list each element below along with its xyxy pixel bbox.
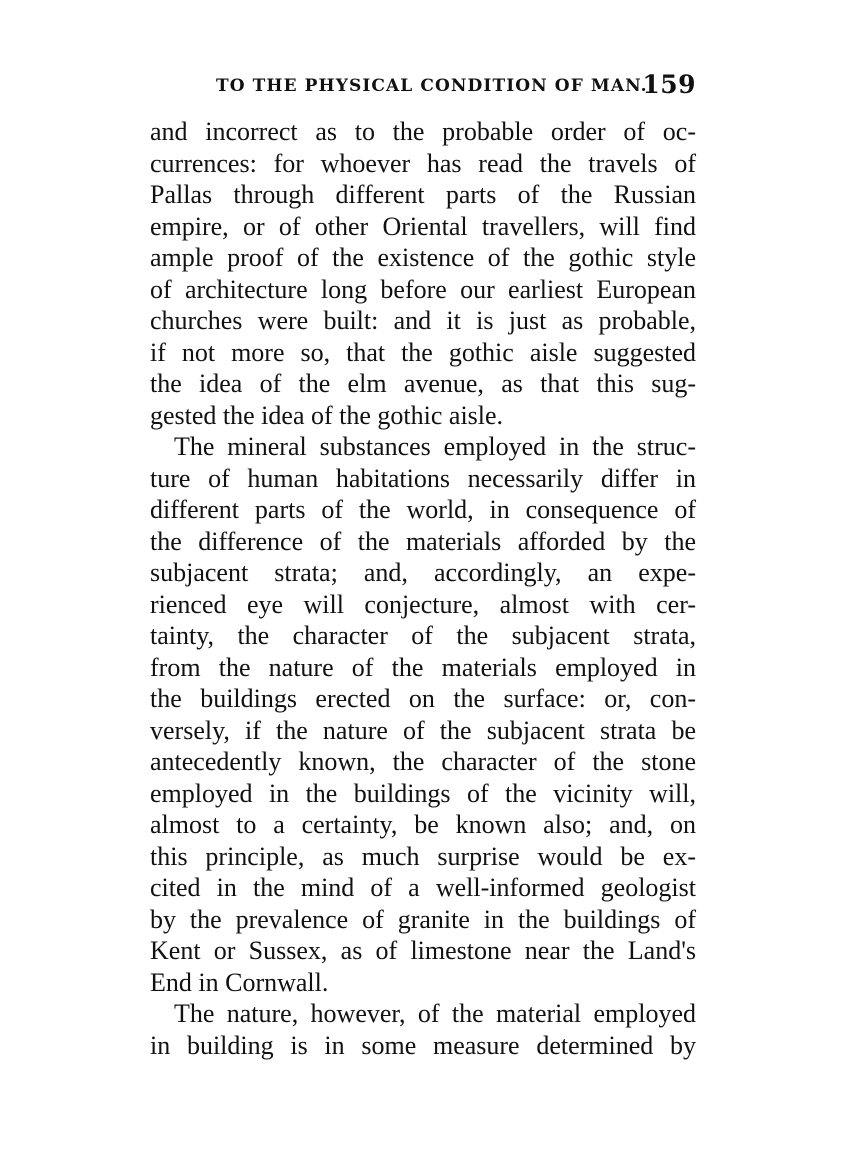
text-line: different parts of the world, in consequence of [150, 495, 696, 524]
text-line: the difference of the materials afforded by the [150, 526, 696, 556]
text-line: employed in the buildings of the vicinity will, [150, 778, 696, 808]
text-line: currences: for whoever has read the travels of [150, 148, 696, 178]
text-line: from the nature of the materials employed in [150, 652, 696, 682]
text-line: antecedently known, the character of the stone [150, 747, 696, 776]
page-number: 159 [642, 70, 696, 99]
text-line: this principle, as much surprise would be ex- [150, 841, 696, 871]
paragraph [150, 431, 696, 998]
text-line: of architecture long before our earliest European [150, 274, 696, 304]
text-line: rienced eye will conjecture, almost with cer- [150, 589, 696, 619]
text-line: subjacent strata; and, accordingly, an expe- [150, 558, 696, 587]
text-line: churches were built: and it is just as probable, [150, 306, 696, 335]
text-line: End in Cornwall. [150, 967, 329, 997]
text-line: empire, or of other Oriental travellers, will find [150, 211, 696, 241]
text-line: cited in the mind of a well-informed geologist [150, 873, 696, 902]
text-line: gested the idea of the gothic aisle. [150, 400, 504, 430]
text-line: the idea of the elm avenue, as that this sug- [150, 369, 696, 398]
text-line: by the prevalence of granite in the buildings of [150, 904, 696, 934]
text-line: ample proof of the existence of the gothic style [150, 243, 696, 272]
text-line: The mineral substances employed in the struc- [174, 432, 696, 461]
text-line: almost to a certainty, be known also; and, on [150, 810, 696, 839]
running-head [216, 68, 696, 100]
running-title: TO THE PHYSICAL CONDITION OF MAN. [216, 76, 648, 96]
text-line: tainty, the character of the subjacent strata, [150, 621, 696, 650]
text-line: Pallas through different parts of the Russian [150, 180, 696, 209]
text-line: the buildings erected on the surface: or, con- [150, 684, 696, 713]
text-line: Kent or Sussex, as of limestone near the Land's [150, 936, 696, 965]
text-line: The nature, however, of the material employed [174, 999, 696, 1028]
paragraph [150, 998, 696, 1061]
body-text [150, 116, 696, 1061]
text-line: versely, if the nature of the subjacent strata be [150, 715, 696, 745]
paragraph [150, 116, 696, 431]
text-line: if not more so, that the gothic aisle suggested [150, 337, 696, 367]
text-line: ture of human habitations necessarily differ in [150, 463, 696, 493]
text-line: and incorrect as to the probable order of oc- [150, 117, 696, 146]
text-line: in building is in some measure determined by [150, 1030, 696, 1060]
